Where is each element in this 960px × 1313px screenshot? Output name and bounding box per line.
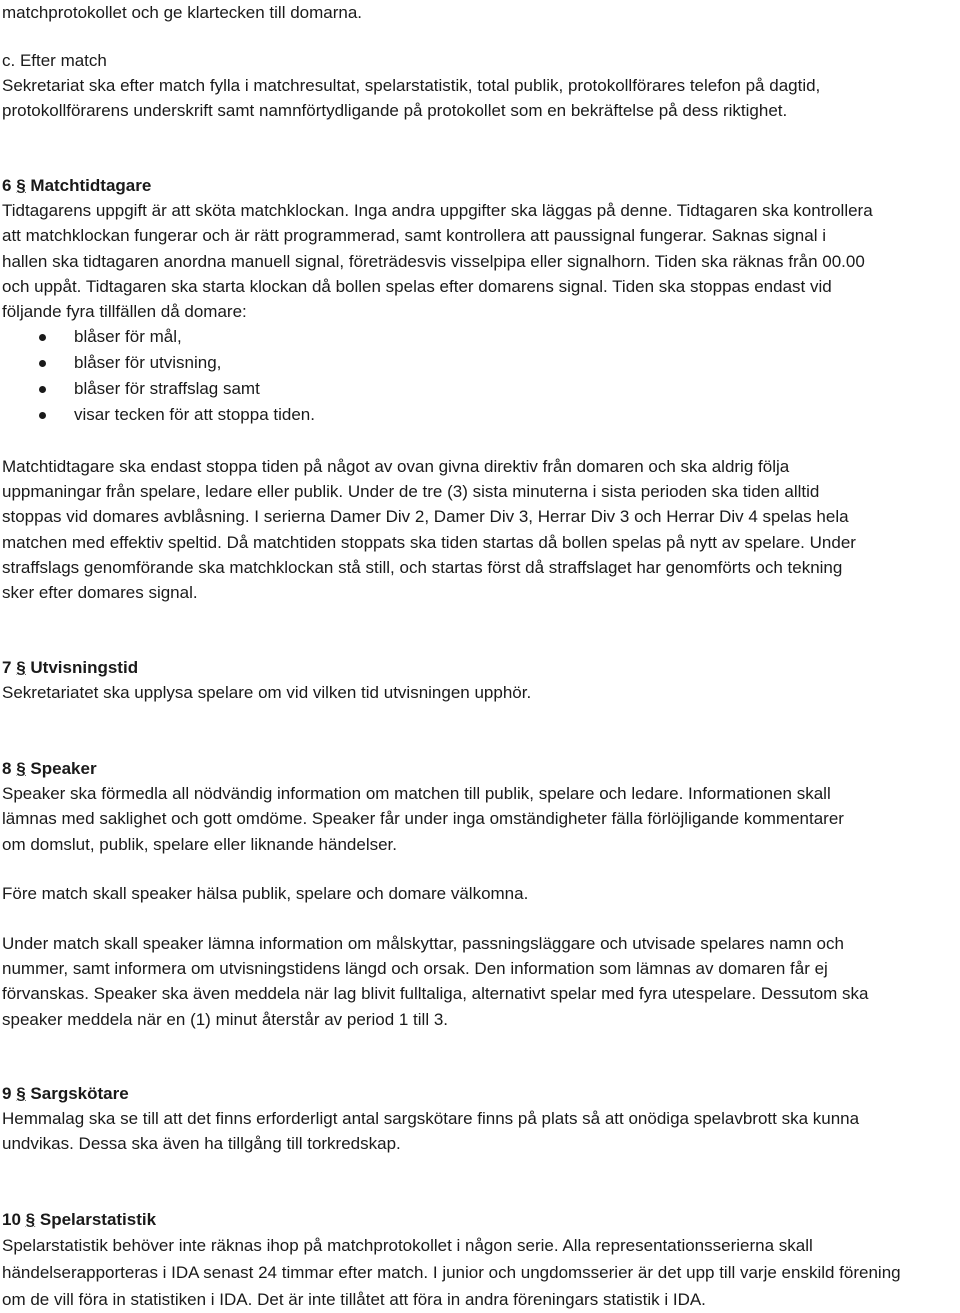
list-item xyxy=(2,324,960,350)
bullet-icon xyxy=(39,386,46,393)
list-item-text: blåser för mål, xyxy=(74,327,182,347)
text-line: Speaker ska förmedla all nödvändig information om matchen till publik, spelare och ledare. Informationen skall xyxy=(2,784,831,804)
section-8-paragraph-2 xyxy=(2,881,960,906)
section-number: 10 xyxy=(2,1210,21,1229)
bullet-icon xyxy=(39,412,46,419)
section-title: Utvisningstid xyxy=(30,658,139,677)
text-line: Sekretariatet ska upplysa spelare om vid vilken tid utvisningen upphör. xyxy=(2,683,532,703)
section-6-paragraph-2 xyxy=(2,454,960,605)
text-line: Sekretariat ska efter match fylla i matchresultat, spelarstatistik, total publik, protokollförares telefon på dagtid, xyxy=(2,76,821,96)
text-line: händelserapporteras i IDA senast 24 timmar efter match. I junior och ungdomsserier är det upp till varje enskild förening xyxy=(2,1263,901,1283)
section-title: Sargskötare xyxy=(30,1084,129,1103)
text-line: om de vill föra in statistiken i IDA. Det är inte tillåtet att föra in andra föreningars statistik i IDA. xyxy=(2,1290,706,1310)
text-line: Matchtidtagare ska endast stoppa tiden på något av ovan givna direktiv från domaren och ska aldrig följa xyxy=(2,457,790,476)
section-10-spelarstatistik xyxy=(2,1207,960,1313)
section-number: 7 xyxy=(2,658,12,677)
bullet-list xyxy=(2,324,960,428)
section-8-paragraph-3 xyxy=(2,931,960,1032)
text-line: undvikas. Dessa ska även ha tillgång till torkredskap. xyxy=(2,1134,401,1154)
text-line: hallen ska tidtagaren anordna manuell signal, företrädesvis visselpipa eller signalhorn. Tiden ska räknas från 00.00 xyxy=(2,251,865,271)
text-line: förvanskas. Speaker ska även meddela när lag blivit fulltaliga, alternativt spelar med fyra utespelare. Dessutom ska xyxy=(2,984,869,1004)
text-line: att matchklockan fungerar och är rätt programmerad, samt kontrollera att paussignal fungerar. Saknas signal i xyxy=(2,226,826,246)
text-line: Tidtagarens uppgift är att sköta matchklockan. Inga andra uppgifter ska läggas på denne. Tidtagaren ska kontrollera xyxy=(2,201,873,221)
text-line: nummer, samt informera om utvisningstidens längd och orsak. Den information som lämnas av domaren får ej xyxy=(2,959,828,979)
text-line: följande fyra tillfällen då domare: xyxy=(2,302,247,322)
section-9-sargskotare xyxy=(2,1081,960,1157)
section-heading xyxy=(2,756,960,781)
section-6-matchtidtagare xyxy=(2,173,960,428)
text-line: och uppåt. Tidtagaren ska starta klockan då bollen spelas efter domarens signal. Tiden ska stoppas endast vid xyxy=(2,276,832,296)
text-line: Spelarstatistik behöver inte räknas ihop på matchprotokollet i någon serie. Alla representationsserierna skall xyxy=(2,1236,813,1256)
section-c-efter-match xyxy=(2,48,960,124)
text-line: straffslags genomförande ska matchklockan stå still, och startas först då straffslaget har genomförts och tekning xyxy=(2,557,843,577)
list-item xyxy=(2,376,960,402)
text-line: protokollförarens underskrift samt namnförtydligande på protokollet som en bekräftelse på dess riktighet. xyxy=(2,101,788,121)
section-title: Spelarstatistik xyxy=(39,1210,157,1229)
text-line: om domslut, publik, spelare eller liknande händelser. xyxy=(2,834,398,854)
section-heading xyxy=(2,1081,960,1106)
section-title: c. Efter match xyxy=(2,51,107,70)
section-number: 9 xyxy=(2,1084,12,1103)
bullet-icon xyxy=(39,360,46,367)
text-line: uppmaningar från spelare, ledare eller publik. Under de tre (3) sista minuterna i sista perioden ska tiden alltid xyxy=(2,482,820,502)
text-line: matchen med effektiv speltid. Då matchtiden stoppats ska tiden startas då bollen spelas på nytt av spelare. Under xyxy=(2,532,856,552)
section-8-speaker xyxy=(2,756,960,857)
paragraph-sign: § xyxy=(16,176,26,195)
section-number: 6 xyxy=(2,176,12,195)
text-line: Hemmalag ska se till att det finns erforderligt antal sargskötare finns på plats så att onödiga spelavbrott ska kunna xyxy=(2,1109,860,1129)
intro-tail xyxy=(2,0,960,25)
list-item-text: blåser för utvisning, xyxy=(74,353,222,373)
paragraph-sign: § xyxy=(16,658,26,677)
bullet-icon xyxy=(39,334,46,341)
paragraph-sign: § xyxy=(16,759,26,778)
section-heading xyxy=(2,1207,960,1232)
text-line: Under match skall speaker lämna information om målskyttar, passningsläggare och utvisade spelares namn och xyxy=(2,934,844,953)
text-line: Före match skall speaker hälsa publik, spelare och domare välkomna. xyxy=(2,884,529,903)
paragraph-sign: § xyxy=(16,1084,26,1103)
paragraph-sign: § xyxy=(25,1210,36,1229)
list-item-text: blåser för straffslag samt xyxy=(74,379,260,399)
text-line: sker efter domares signal. xyxy=(2,583,198,603)
text-line: speaker meddela när en (1) minut återstår av period 1 till 3. xyxy=(2,1009,449,1029)
section-number: 8 xyxy=(2,759,12,778)
section-heading xyxy=(2,655,960,680)
text-line: lämnas med saklighet och gott omdöme. Speaker får under inga omständigheter fälla förlöjligande kommentarer xyxy=(2,809,844,829)
list-item-text: visar tecken för att stoppa tiden. xyxy=(74,405,315,425)
text-line: matchprotokollet och ge klartecken till domarna. xyxy=(2,3,363,22)
section-title: Speaker xyxy=(30,759,97,778)
section-7-utvisningstid xyxy=(2,655,960,705)
list-item xyxy=(2,402,960,428)
list-item xyxy=(2,350,960,376)
text-line: stoppas vid domares avblåsning. I serierna Damer Div 2, Damer Div 3, Herrar Div 3 och Herrar Div 4 spelas hela xyxy=(2,507,849,527)
section-heading xyxy=(2,173,960,198)
section-title: Matchtidtagare xyxy=(30,176,152,195)
